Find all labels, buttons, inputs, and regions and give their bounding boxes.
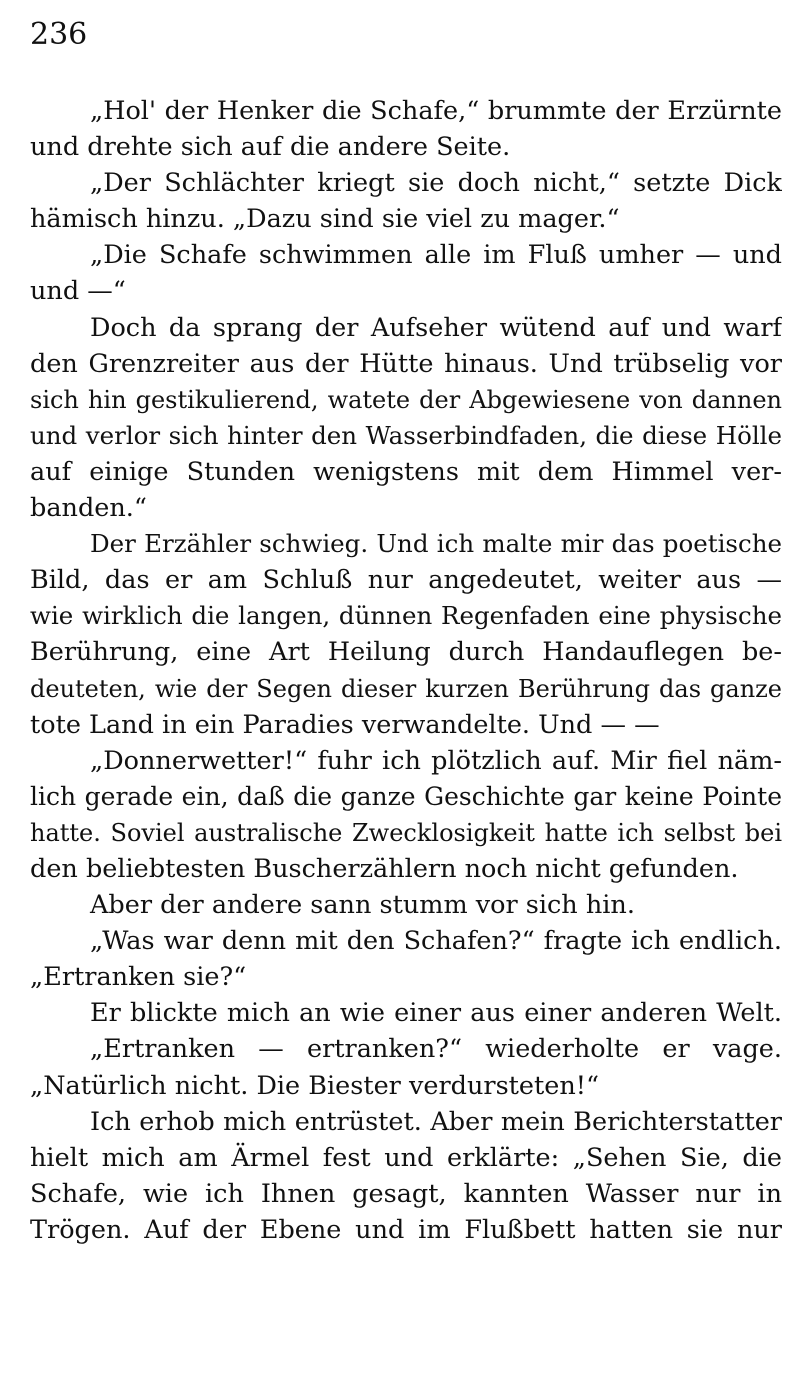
text-line: und drehte sich auf die andere Seite. bbox=[30, 132, 511, 163]
text-line: „Ertranken sie?“ bbox=[30, 962, 247, 993]
text-line: „Was war denn mit den Schafen?“ fragte ich endlich. bbox=[90, 926, 782, 957]
text-line: Aber der andere sann stumm vor sich hin. bbox=[90, 890, 635, 921]
text-line: banden.“ bbox=[30, 493, 147, 524]
text-line: sich hin gestikulierend, watete der Abgewiesene von dannen bbox=[30, 385, 782, 414]
text-line: „Hol' der Henker die Schafe,“ brummte der Erzürnte bbox=[90, 96, 782, 126]
text-line: „Der Schlächter kriegt sie doch nicht,“ setzte Dick bbox=[90, 168, 782, 199]
text-line: den Grenzreiter aus der Hütte hinaus. Und trübselig vor bbox=[30, 348, 782, 379]
text-line: wie wirklich die langen, dünnen Regenfaden eine physische bbox=[30, 601, 782, 631]
text-line: hielt mich am Ärmel fest und erklärte: „Sehen Sie, die bbox=[30, 1142, 782, 1173]
text-line: Ich erhob mich entrüstet. Aber mein Berichterstatter bbox=[90, 1106, 782, 1137]
text-line: tote Land in ein Paradies verwandelte. Und — — bbox=[30, 709, 660, 740]
text-line: „Natürlich nicht. Die Biester verdursteten!“ bbox=[30, 1070, 600, 1101]
body-text bbox=[30, 93, 782, 1248]
text-line: deuteten, wie der Segen dieser kurzen Berührung das ganze bbox=[30, 674, 782, 703]
text-line: Schafe, wie ich Ihnen gesagt, kannten Wasser nur in bbox=[30, 1178, 782, 1209]
text-line: lich gerade ein, daß die ganze Geschichte gar keine Pointe bbox=[30, 781, 782, 811]
text-line: „Ertranken — ertranken?“ wiederholte er vage. bbox=[90, 1034, 782, 1065]
text-line: den beliebtesten Buscherzählern noch nicht gefunden. bbox=[30, 853, 739, 884]
page-number: 236 bbox=[30, 17, 88, 52]
text-line: und —“ bbox=[30, 276, 126, 307]
text-line: hämisch hinzu. „Dazu sind sie viel zu mager.“ bbox=[30, 204, 620, 235]
text-line: Bild, das er am Schluß nur angedeutet, weiter aus — bbox=[30, 565, 782, 596]
text-line: Er blickte mich an wie einer aus einer anderen Welt. bbox=[90, 998, 782, 1029]
text-line: und verlor sich hinter den Wasserbindfaden, die diese Hölle bbox=[30, 420, 782, 450]
text-line: Trögen. Auf der Ebene und im Flußbett hatten sie nur bbox=[30, 1214, 782, 1245]
text-line: „Donnerwetter!“ fuhr ich plötzlich auf. Mir fiel näm- bbox=[90, 745, 782, 776]
text-line: „Die Schafe schwimmen alle im Fluß umher — und bbox=[90, 240, 782, 271]
text-line: Doch da sprang der Aufseher wütend auf und warf bbox=[90, 312, 782, 343]
text-line: Berührung, eine Art Heilung durch Handauflegen be- bbox=[30, 637, 782, 668]
text-line: auf einige Stunden wenigstens mit dem Himmel ver- bbox=[30, 456, 782, 487]
text-line: Der Erzähler schwieg. Und ich malte mir das poetische bbox=[90, 529, 782, 559]
text-line: hatte. Soviel australische Zwecklosigkeit hatte ich selbst bei bbox=[30, 818, 782, 847]
